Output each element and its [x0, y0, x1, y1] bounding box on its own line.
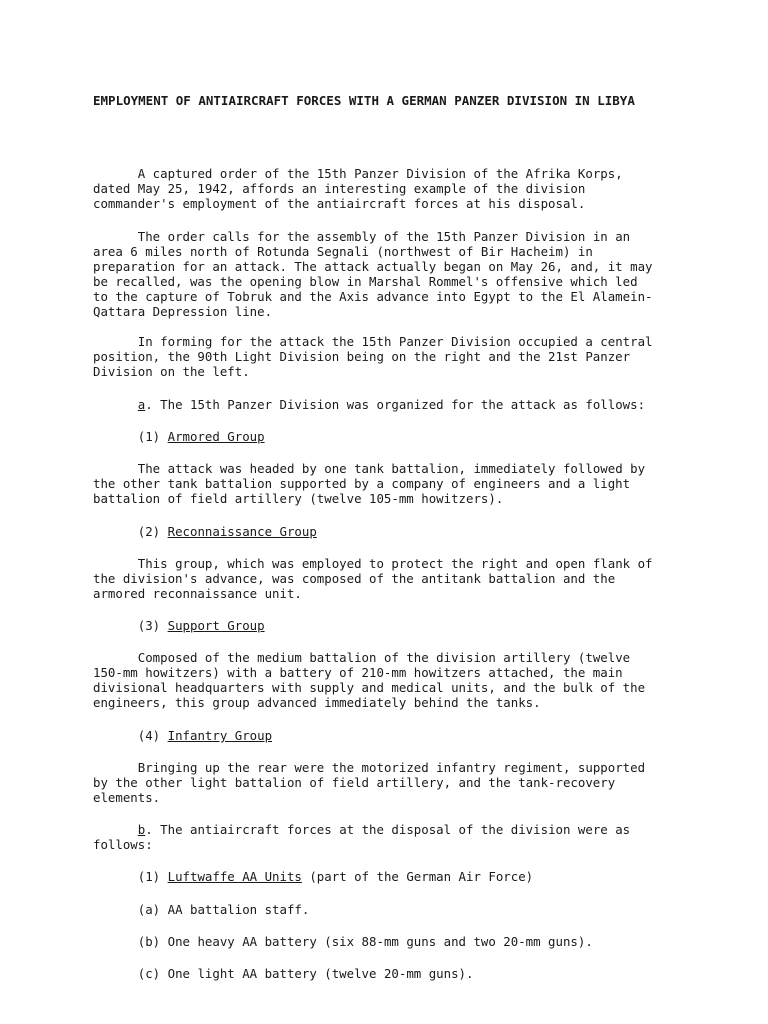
- aa-subsection-1-heading: [93, 869, 683, 884]
- subsection-4-title: Infantry Group: [167, 728, 273, 743]
- aa-item-a-text: (a) AA battalion staff.: [137, 902, 310, 917]
- paragraph-support-group: Composed of the medium battalion of the division artillery (twelve 150-mm howitzers) with a battery of 210-mm howitzers attached, the main divisional headquarters with supply and medical units, and the bulk of the engineers, this group advanced immediately behind the tanks.: [93, 650, 646, 710]
- section-a-text: . The 15th Panzer Division was organized for the attack as follows:: [145, 397, 646, 412]
- paragraph-infantry-group: Bringing up the rear were the motorized infantry regiment, supported by the other light battalion of field artillery, and the tank-recovery elements.: [93, 760, 646, 805]
- paragraph-reconnaissance-group: This group, which was employed to protect the right and open flank of the division's advance, was composed of the antitank battalion and the armored reconnaissance unit.: [93, 556, 653, 601]
- document-title: EMPLOYMENT OF ANTIAIRCRAFT FORCES WITH A GERMAN PANZER DIVISION IN LIBYA: [93, 93, 635, 108]
- subsection-2-title: Reconnaissance Group: [167, 524, 317, 539]
- paragraph-intro: A captured order of the 15th Panzer Division of the Afrika Korps, dated May 25, 1942, affords an interesting example of the division commander's employment of the antiaircraft forces at his disposal.: [93, 166, 623, 211]
- aa-item-c-text: (c) One light AA battery (twelve 20-mm guns).: [137, 966, 474, 981]
- aa-item-b-text: (b) One heavy AA battery (six 88-mm guns and two 20-mm guns).: [137, 934, 593, 949]
- paragraph-armored-group: The attack was headed by one tank battalion, immediately followed by the other tank battalion supported by a company of engineers and a light battalion of field artillery (twelve 105-mm howitzers).: [93, 461, 646, 506]
- subsection-3-heading: [93, 618, 683, 633]
- subsection-1-heading: [93, 429, 683, 444]
- section-a-heading: [93, 397, 683, 412]
- subsection-2-heading: [93, 524, 683, 539]
- aa-item-a: [93, 902, 683, 917]
- section-a-label: a: [137, 397, 146, 412]
- section-b-heading: [93, 822, 683, 852]
- subsection-1-number: (1): [137, 429, 168, 444]
- aa-subsection-1-title: Luftwaffe AA Units: [167, 869, 302, 884]
- subsection-4-heading: [93, 728, 683, 743]
- paragraph-position: In forming for the attack the 15th Panzer Division occupied a central position, the 90th Light Division being on the right and the 21st Panzer Division on the left.: [93, 334, 653, 379]
- aa-subsection-1-number: (1): [137, 869, 168, 884]
- paragraph-order: The order calls for the assembly of the 15th Panzer Division in an area 6 miles north of Rotunda Segnali (northwest of Bir Hacheim) in preparation for an attack. The attack actually began on May 26, and, it may be recalled, was the opening blow in Marshal Rommel's offensive which led to the capture of Tobruk and the Axis advance into Egypt to the El Alamein- Qattara Depression line.: [93, 229, 653, 319]
- section-b-text: . The antiaircraft forces at the disposal of the division were as follows:: [93, 822, 631, 852]
- aa-subsection-1-note: (part of the German Air Force): [301, 869, 534, 884]
- aa-item-c: [93, 966, 683, 981]
- subsection-3-title: Support Group: [167, 618, 265, 633]
- section-b-label: b: [137, 822, 146, 837]
- subsection-3-number: (3): [137, 618, 168, 633]
- aa-item-b: [93, 934, 683, 949]
- subsection-2-number: (2): [137, 524, 168, 539]
- subsection-4-number: (4): [137, 728, 168, 743]
- subsection-1-title: Armored Group: [167, 429, 265, 444]
